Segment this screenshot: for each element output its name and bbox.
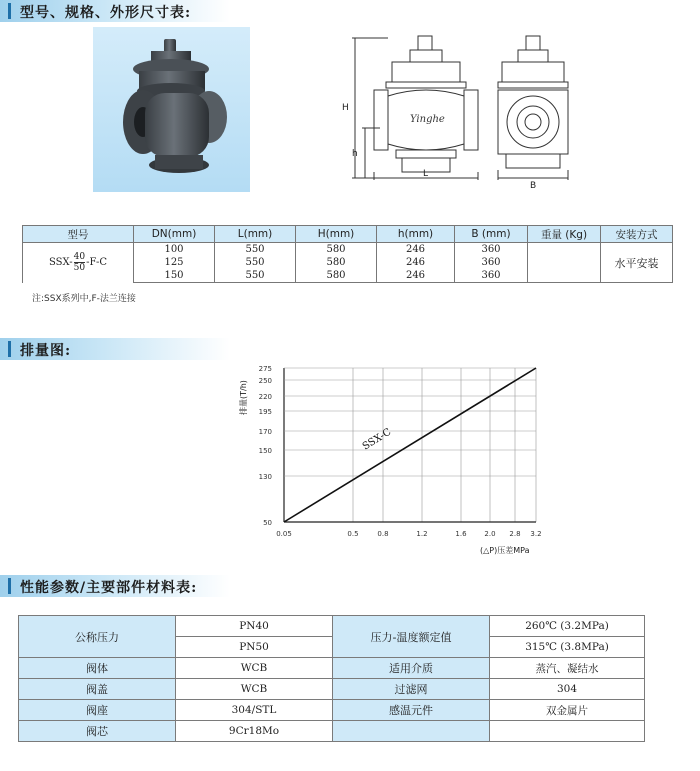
y-tick-label: 275 (258, 365, 272, 373)
y-tick-label: 150 (258, 447, 272, 455)
drawing-logo: Yinghe (410, 114, 445, 125)
label-cell: 过滤网 (333, 679, 490, 700)
cell-h-small: 246 (377, 243, 455, 257)
spec-table (22, 225, 673, 283)
y-axis-label: 排量(T/h) (239, 380, 248, 415)
x-tick-label: 2.0 (484, 530, 496, 538)
label-cell: 阀座 (19, 700, 176, 721)
section-marker (8, 3, 11, 19)
dimension-drawing (330, 30, 580, 190)
section-marker (8, 341, 11, 357)
model-suffix: -F-C (86, 256, 108, 268)
cell-b: 360 (455, 243, 528, 257)
x-tick-label: 2.8 (509, 530, 521, 538)
cell-l: 550 (215, 269, 296, 283)
label-cell: 感温元件 (333, 700, 490, 721)
value-cell: 双金属片 (490, 700, 645, 721)
valve-photo (93, 27, 250, 192)
cell-h-big: 580 (296, 243, 377, 257)
x-tick-label: 0.5 (347, 530, 359, 538)
label-cell: 阀体 (19, 658, 176, 679)
section-header-material (0, 575, 230, 597)
value-cell: 315℃ (3.8MPa) (490, 637, 645, 658)
y-tick-label: 50 (263, 519, 272, 527)
table-note: 注:SSX系列中,F-法兰连接 (32, 294, 136, 304)
label-cell: 适用介质 (333, 658, 490, 679)
y-tick-label: 220 (258, 393, 272, 401)
col-header: 重量 (Kg) (528, 226, 601, 243)
value-cell: WCB (176, 658, 333, 679)
value-cell (490, 721, 645, 742)
table-row (19, 679, 645, 700)
x-tick-label: 3.2 (530, 530, 542, 538)
series-line-ssx-c (284, 368, 536, 522)
col-header: 型号 (23, 226, 134, 243)
label-L: L (423, 169, 429, 179)
y-tick-label: 195 (258, 408, 272, 416)
label-cell (333, 721, 490, 742)
table-row (19, 700, 645, 721)
y-tick-label: 130 (258, 473, 272, 481)
label-cell: 压力-温度额定值 (333, 616, 490, 658)
col-header: h(mm) (377, 226, 455, 243)
flow-chart-svg (230, 360, 560, 560)
y-tick-label: 170 (258, 428, 272, 436)
model-cell (23, 243, 134, 283)
value-cell: 304 (490, 679, 645, 700)
value-cell: 260℃ (3.2MPa) (490, 616, 645, 637)
section-title-flow: 排量图: (20, 343, 72, 359)
value-cell: WCB (176, 679, 333, 700)
cell-l: 550 (215, 256, 296, 269)
flow-chart (230, 360, 560, 560)
section-title-spec: 型号、规格、外形尺寸表: (20, 5, 192, 21)
label-B: B (530, 181, 537, 190)
table-row (19, 721, 645, 742)
section-header-flow (0, 338, 230, 360)
col-header: L(mm) (215, 226, 296, 243)
x-tick-label: 1.6 (455, 530, 467, 538)
cell-h-big: 580 (296, 269, 377, 283)
label-cell: 阀芯 (19, 721, 176, 742)
col-header: 安装方式 (601, 226, 673, 243)
cell-dn: 100 (134, 243, 215, 257)
valve-photo-illustration (93, 27, 250, 192)
model-fraction-bottom: 50 (73, 263, 86, 274)
label-h: h (352, 149, 358, 159)
cell-h-small: 246 (377, 269, 455, 283)
section-header-spec (0, 0, 230, 22)
table-row (19, 658, 645, 679)
model-prefix: SSX- (48, 256, 73, 268)
label-cell: 公称压力 (19, 616, 176, 658)
y-tick-label: 250 (258, 377, 272, 385)
table-row (19, 616, 645, 637)
model-fraction-top: 40 (73, 252, 86, 263)
spec-header-row (23, 226, 673, 243)
install-cell: 水平安装 (601, 243, 673, 283)
cell-b: 360 (455, 256, 528, 269)
value-cell: 蒸汽、凝结水 (490, 658, 645, 679)
label-H: H (342, 103, 349, 113)
value-cell: 304/STL (176, 700, 333, 721)
cell-dn: 125 (134, 256, 215, 269)
section-marker (8, 578, 11, 594)
value-cell: PN40 (176, 616, 333, 637)
cell-l: 550 (215, 243, 296, 257)
table-row (23, 243, 673, 257)
value-cell: 9Cr18Mo (176, 721, 333, 742)
dimension-drawing-svg (330, 30, 580, 190)
cell-dn: 150 (134, 269, 215, 283)
x-tick-label: 0.05 (276, 530, 292, 538)
value-cell: PN50 (176, 637, 333, 658)
x-tick-label: 1.2 (416, 530, 428, 538)
label-cell: 阀盖 (19, 679, 176, 700)
cell-weight (528, 269, 601, 283)
section-title-material: 性能参数/主要部件材料表: (20, 580, 198, 596)
cell-b: 360 (455, 269, 528, 283)
col-header: H(mm) (296, 226, 377, 243)
cell-weight (528, 256, 601, 269)
col-header: DN(mm) (134, 226, 215, 243)
material-table (18, 615, 645, 742)
col-header: B (mm) (455, 226, 528, 243)
cell-h-small: 246 (377, 256, 455, 269)
x-tick-label: 0.8 (377, 530, 389, 538)
x-axis-label: (△P)压差MPa (480, 546, 530, 555)
series-label: SSX-C (360, 426, 394, 453)
cell-h-big: 580 (296, 256, 377, 269)
cell-weight (528, 243, 601, 257)
